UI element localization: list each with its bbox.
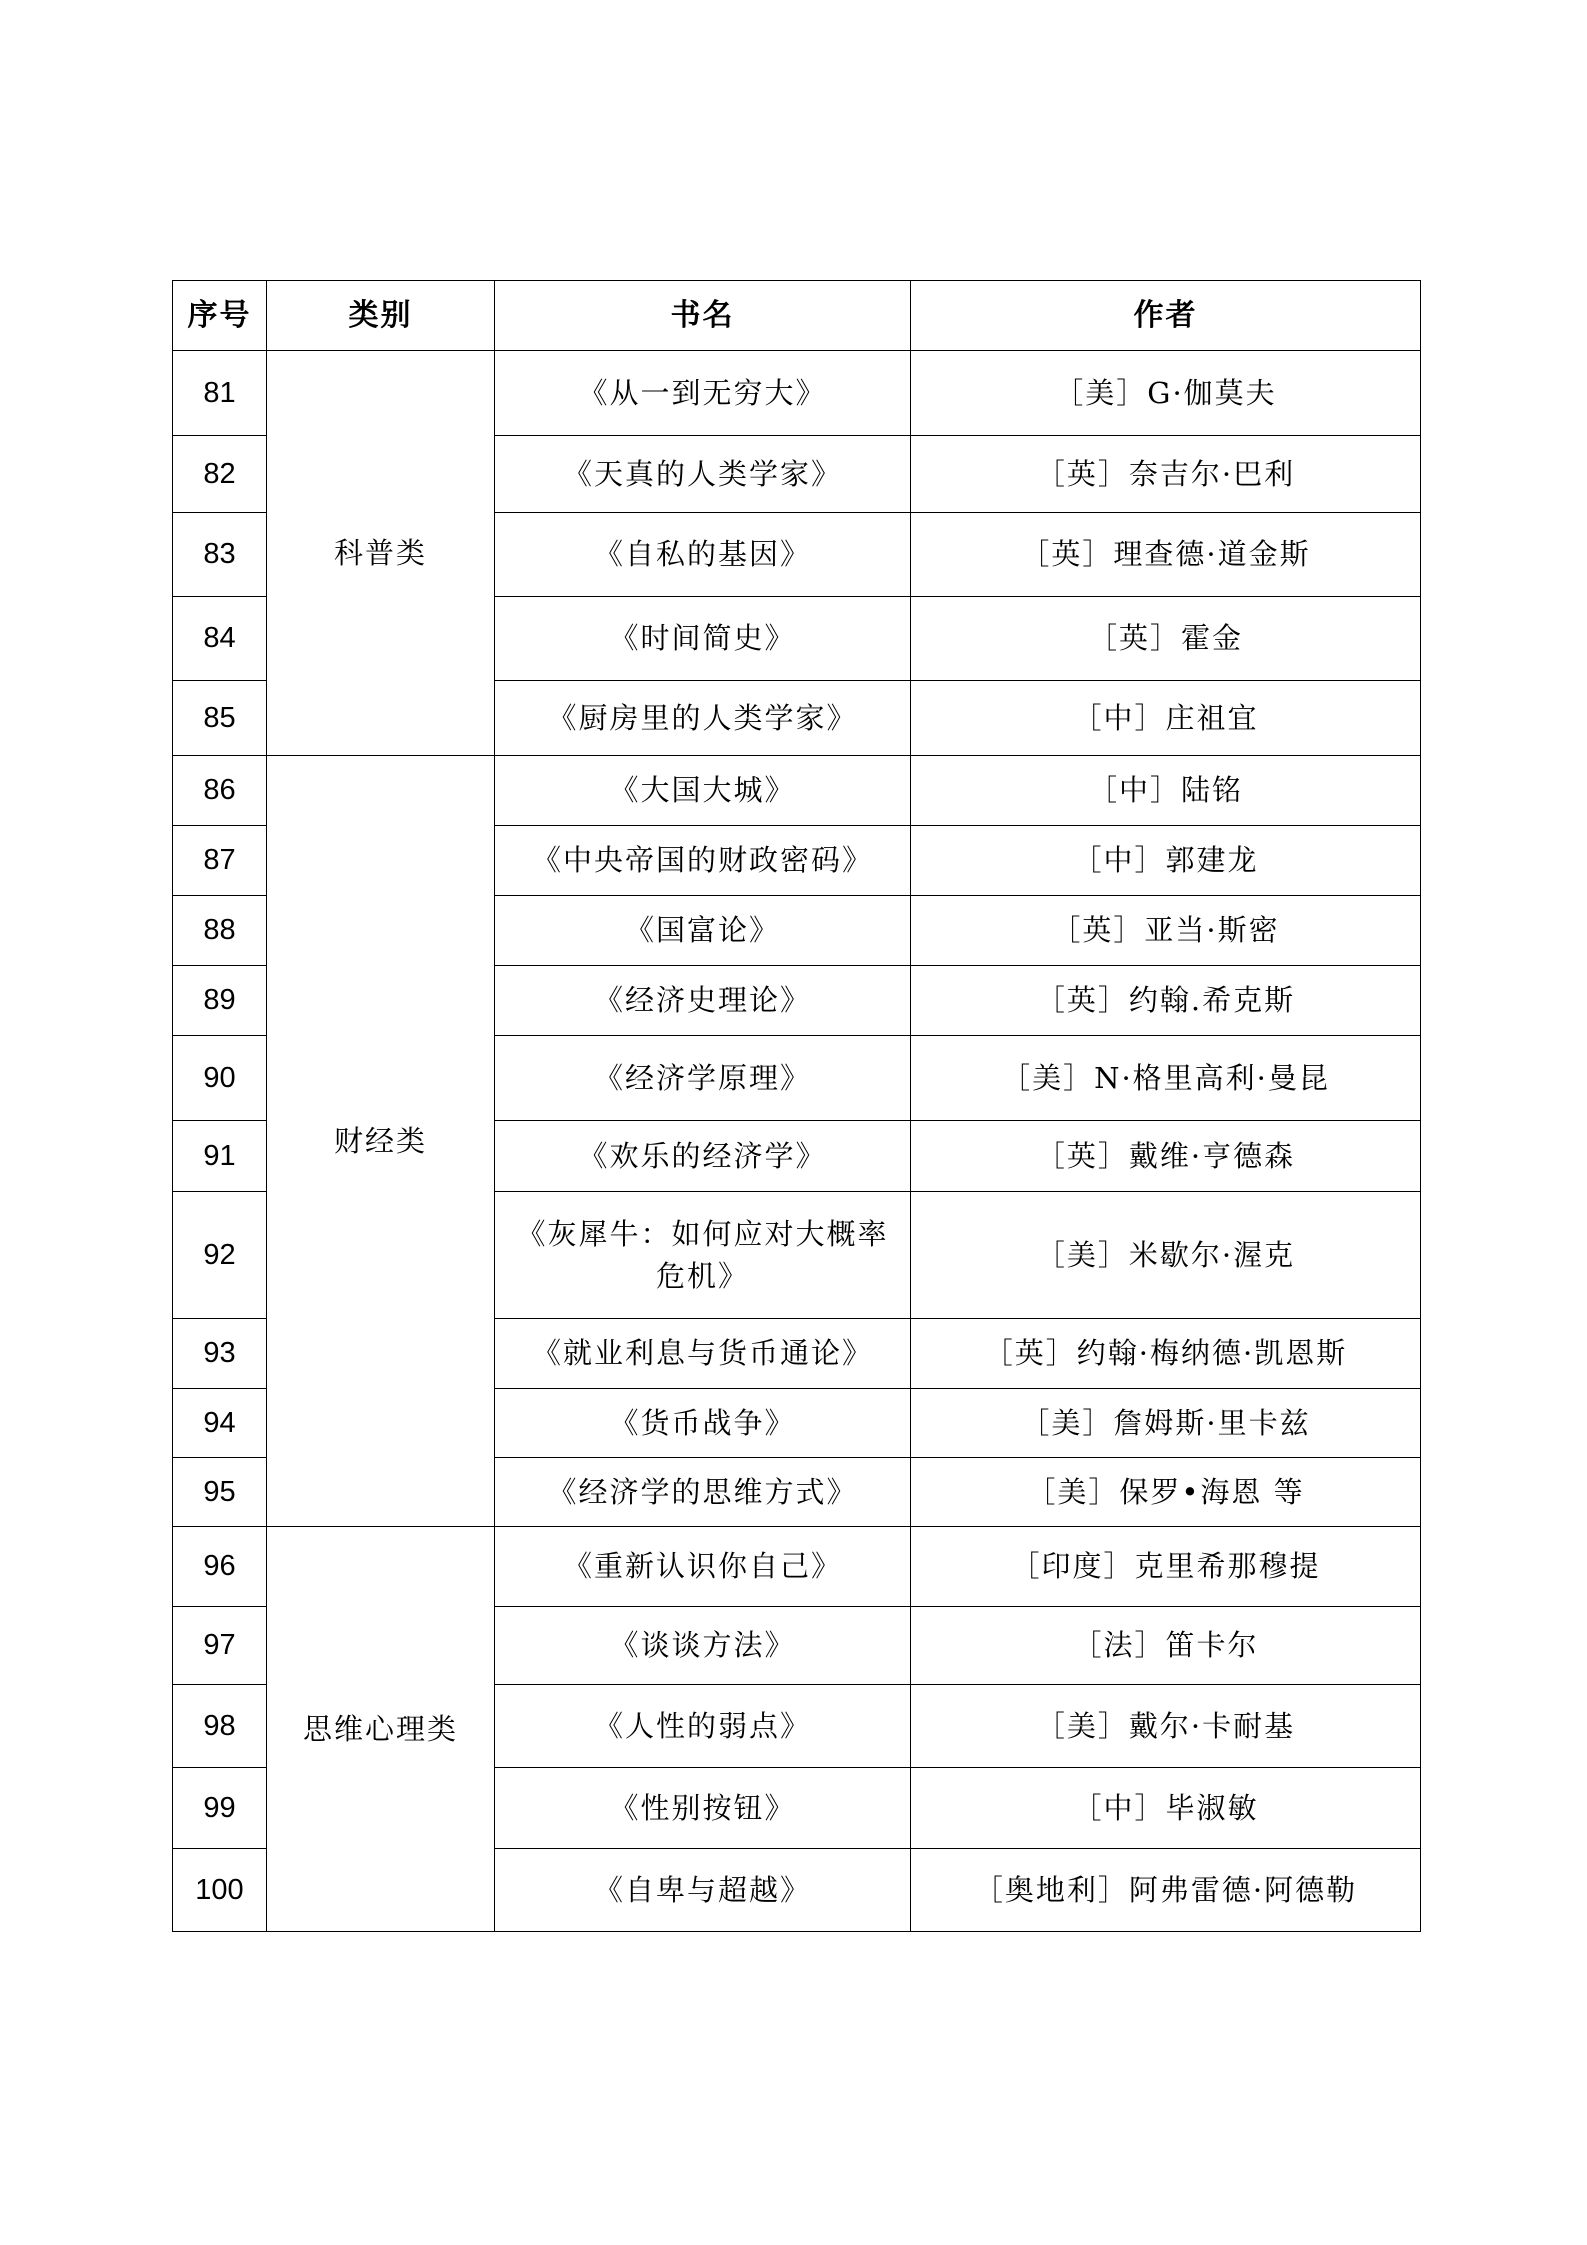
row-index: 84 bbox=[173, 597, 267, 681]
book-title: 《天真的人类学家》 bbox=[495, 436, 911, 513]
book-author: ［英］理查德·道金斯 bbox=[911, 513, 1421, 597]
book-author: ［奥地利］阿弗雷德·阿德勒 bbox=[911, 1849, 1421, 1932]
row-index: 98 bbox=[173, 1685, 267, 1768]
header-index: 序号 bbox=[173, 281, 267, 351]
row-index: 86 bbox=[173, 756, 267, 826]
category-cell: 科普类 bbox=[267, 351, 495, 756]
row-index: 92 bbox=[173, 1192, 267, 1319]
book-title: 《经济史理论》 bbox=[495, 966, 911, 1036]
row-index: 95 bbox=[173, 1458, 267, 1527]
book-title: 《从一到无穷大》 bbox=[495, 351, 911, 436]
book-title: 《经济学原理》 bbox=[495, 1036, 911, 1121]
row-index: 100 bbox=[173, 1849, 267, 1932]
book-title: 《谈谈方法》 bbox=[495, 1607, 911, 1685]
book-title: 《货币战争》 bbox=[495, 1389, 911, 1458]
book-author: ［英］奈吉尔·巴利 bbox=[911, 436, 1421, 513]
book-title: 《时间简史》 bbox=[495, 597, 911, 681]
book-author: ［英］约翰·梅纳德·凯恩斯 bbox=[911, 1319, 1421, 1389]
book-author: ［英］亚当·斯密 bbox=[911, 896, 1421, 966]
book-author: ［法］笛卡尔 bbox=[911, 1607, 1421, 1685]
book-author: ［美］戴尔·卡耐基 bbox=[911, 1685, 1421, 1768]
book-title: 《自卑与超越》 bbox=[495, 1849, 911, 1932]
book-title: 《经济学的思维方式》 bbox=[495, 1458, 911, 1527]
header-title: 书名 bbox=[495, 281, 911, 351]
book-author: ［美］詹姆斯·里卡兹 bbox=[911, 1389, 1421, 1458]
table-row bbox=[173, 756, 1421, 826]
book-title: 《就业利息与货币通论》 bbox=[495, 1319, 911, 1389]
category-cell: 思维心理类 bbox=[267, 1527, 495, 1932]
row-index: 93 bbox=[173, 1319, 267, 1389]
book-title: 《灰犀牛：如何应对大概率危机》 bbox=[495, 1192, 911, 1319]
row-index: 81 bbox=[173, 351, 267, 436]
book-title: 《国富论》 bbox=[495, 896, 911, 966]
book-title: 《厨房里的人类学家》 bbox=[495, 681, 911, 756]
book-title: 《大国大城》 bbox=[495, 756, 911, 826]
book-list-table bbox=[172, 280, 1421, 1932]
book-author: ［美］G·伽莫夫 bbox=[911, 351, 1421, 436]
row-index: 87 bbox=[173, 826, 267, 896]
book-title: 《性别按钮》 bbox=[495, 1768, 911, 1849]
category-cell: 财经类 bbox=[267, 756, 495, 1527]
row-index: 96 bbox=[173, 1527, 267, 1607]
book-author: ［英］戴维·亨德森 bbox=[911, 1121, 1421, 1192]
table-row bbox=[173, 1527, 1421, 1607]
book-title: 《自私的基因》 bbox=[495, 513, 911, 597]
row-index: 97 bbox=[173, 1607, 267, 1685]
row-index: 99 bbox=[173, 1768, 267, 1849]
book-title: 《重新认识你自己》 bbox=[495, 1527, 911, 1607]
row-index: 88 bbox=[173, 896, 267, 966]
table-row bbox=[173, 351, 1421, 436]
book-author: ［美］N·格里高利·曼昆 bbox=[911, 1036, 1421, 1121]
row-index: 83 bbox=[173, 513, 267, 597]
book-author: ［英］约翰.希克斯 bbox=[911, 966, 1421, 1036]
book-author: ［中］毕淑敏 bbox=[911, 1768, 1421, 1849]
book-author: ［中］陆铭 bbox=[911, 756, 1421, 826]
row-index: 82 bbox=[173, 436, 267, 513]
row-index: 89 bbox=[173, 966, 267, 1036]
book-author: ［印度］克里希那穆提 bbox=[911, 1527, 1421, 1607]
row-index: 90 bbox=[173, 1036, 267, 1121]
book-title: 《人性的弱点》 bbox=[495, 1685, 911, 1768]
book-author: ［美］保罗•海恩 等 bbox=[911, 1458, 1421, 1527]
row-index: 91 bbox=[173, 1121, 267, 1192]
book-title: 《中央帝国的财政密码》 bbox=[495, 826, 911, 896]
book-title: 《欢乐的经济学》 bbox=[495, 1121, 911, 1192]
header-author: 作者 bbox=[911, 281, 1421, 351]
book-author: ［中］郭建龙 bbox=[911, 826, 1421, 896]
book-author: ［美］米歇尔·渥克 bbox=[911, 1192, 1421, 1319]
row-index: 94 bbox=[173, 1389, 267, 1458]
header-row bbox=[173, 281, 1421, 351]
book-author: ［中］庄祖宜 bbox=[911, 681, 1421, 756]
book-author: ［英］霍金 bbox=[911, 597, 1421, 681]
header-category: 类别 bbox=[267, 281, 495, 351]
row-index: 85 bbox=[173, 681, 267, 756]
